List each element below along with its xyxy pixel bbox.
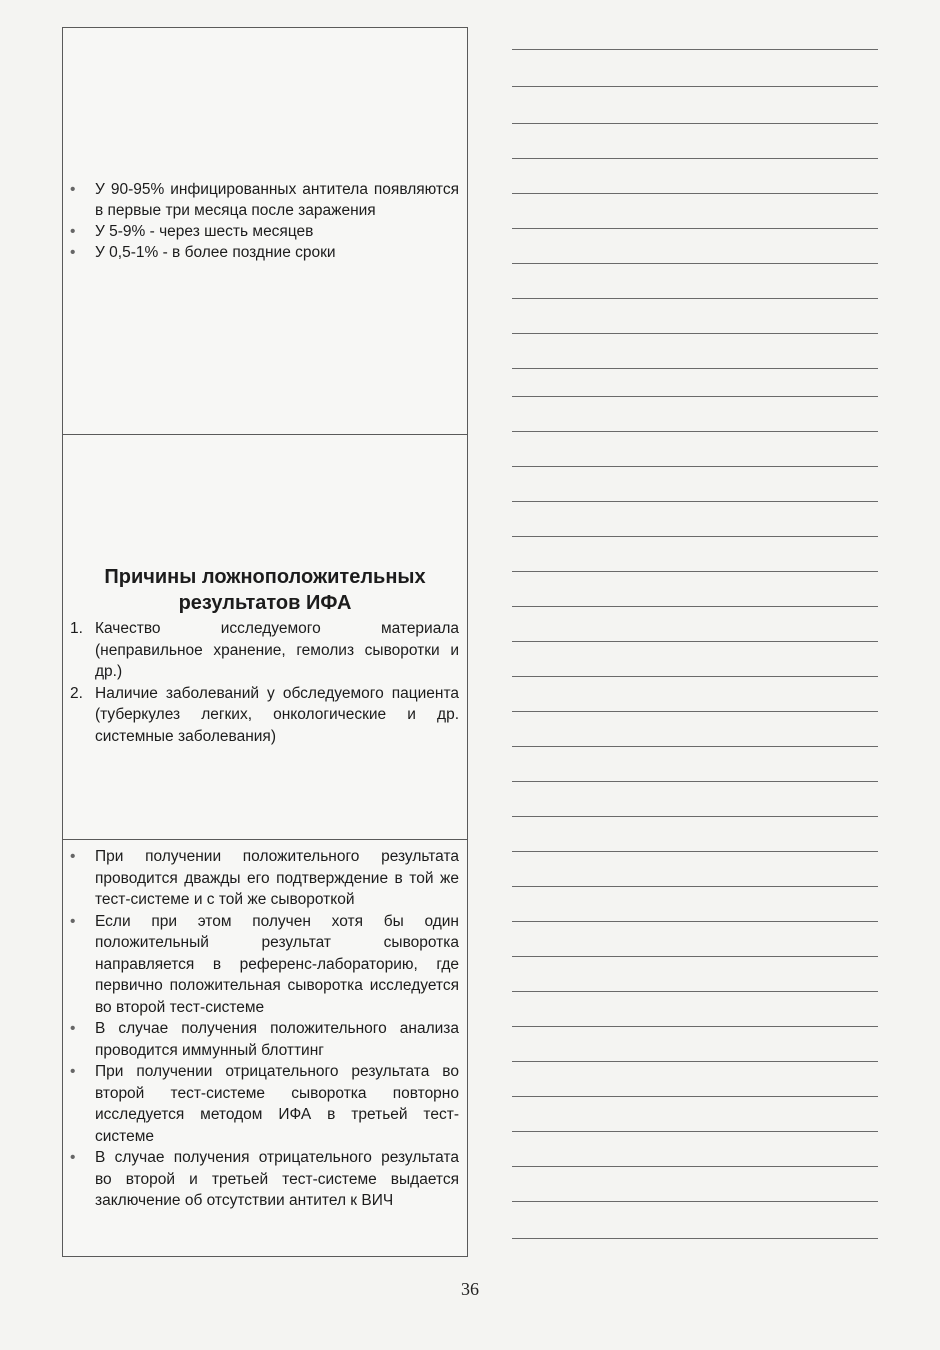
item-number: 2. — [70, 684, 83, 702]
slide-confirmation-algorithm — [63, 840, 467, 1256]
note-line — [512, 263, 878, 264]
note-line — [512, 49, 878, 50]
note-line — [512, 396, 878, 397]
bullet-item: • У 90-95% инфицированных антитела появляются в первые три месяца после заражения — [63, 179, 459, 221]
bullet-list — [63, 179, 459, 263]
slides-column — [62, 27, 468, 1257]
bullet-item: • В случае получения отрицательного результата во второй и третьей тест-системе выдается заключение об отсутствии антител к ВИЧ — [63, 1147, 459, 1212]
numbered-list — [63, 618, 459, 747]
note-line — [512, 1061, 878, 1062]
note-line — [512, 193, 878, 194]
note-line — [512, 1131, 878, 1132]
note-line — [512, 298, 878, 299]
note-line — [512, 228, 878, 229]
note-line — [512, 571, 878, 572]
note-line — [512, 1238, 878, 1239]
note-line — [512, 886, 878, 887]
slide-antibody-timing — [63, 28, 467, 435]
note-line — [512, 333, 878, 334]
note-line — [512, 1026, 878, 1027]
note-line — [512, 606, 878, 607]
bullet-item: • В случае получения положительного анализа проводится иммунный блоттинг — [63, 1018, 459, 1061]
note-line — [512, 746, 878, 747]
note-line — [512, 536, 878, 537]
item-text: Качество исследуемого материала (неправильное хранение, гемолиз сыворотки и др.) — [95, 620, 459, 680]
bullet-item: • При получении положительного результата проводится дважды его подтверждение в той же тест-системе и с той же сывороткой — [63, 846, 459, 911]
note-line — [512, 466, 878, 467]
note-line — [512, 501, 878, 502]
bullet-item: • У 0,5-1% - в более поздние сроки — [63, 242, 459, 263]
note-line — [512, 1096, 878, 1097]
note-line — [512, 851, 878, 852]
note-line — [512, 641, 878, 642]
note-line — [512, 781, 878, 782]
slide-false-positive-causes — [63, 435, 467, 840]
bullet-list — [63, 846, 459, 1212]
numbered-item — [63, 618, 459, 683]
note-line — [512, 816, 878, 817]
note-line — [512, 158, 878, 159]
note-line — [512, 431, 878, 432]
note-line — [512, 956, 878, 957]
item-number: 1. — [70, 620, 83, 637]
note-line — [512, 676, 878, 677]
note-line — [512, 1166, 878, 1167]
notes-lines — [512, 0, 878, 1300]
page-number: 36 — [461, 1279, 479, 1299]
note-line — [512, 368, 878, 369]
bullet-item: • У 5-9% - через шесть месяцев — [63, 221, 459, 242]
note-line — [512, 921, 878, 922]
note-line — [512, 991, 878, 992]
bullet-item: • При получении отрицательного результата во второй тест-системе сыворотка повторно исследуется методом ИФА в третьей тест-системе — [63, 1061, 459, 1147]
slide-title: Причины ложноположительных результатов ИФА — [104, 566, 426, 614]
numbered-item — [63, 683, 459, 748]
item-text: Наличие заболеваний у обследуемого пациента (туберкулез легких, онкологические и др. системные заболевания) — [95, 684, 459, 745]
note-line — [512, 711, 878, 712]
note-line — [512, 1201, 878, 1202]
bullet-item: • Если при этом получен хотя бы один положительный результат сыворотка направляется в референс-лабораторию, где первично положительная сыворотка исследуется во второй тест-системе — [63, 911, 459, 1019]
note-line — [512, 123, 878, 124]
note-line — [512, 86, 878, 87]
